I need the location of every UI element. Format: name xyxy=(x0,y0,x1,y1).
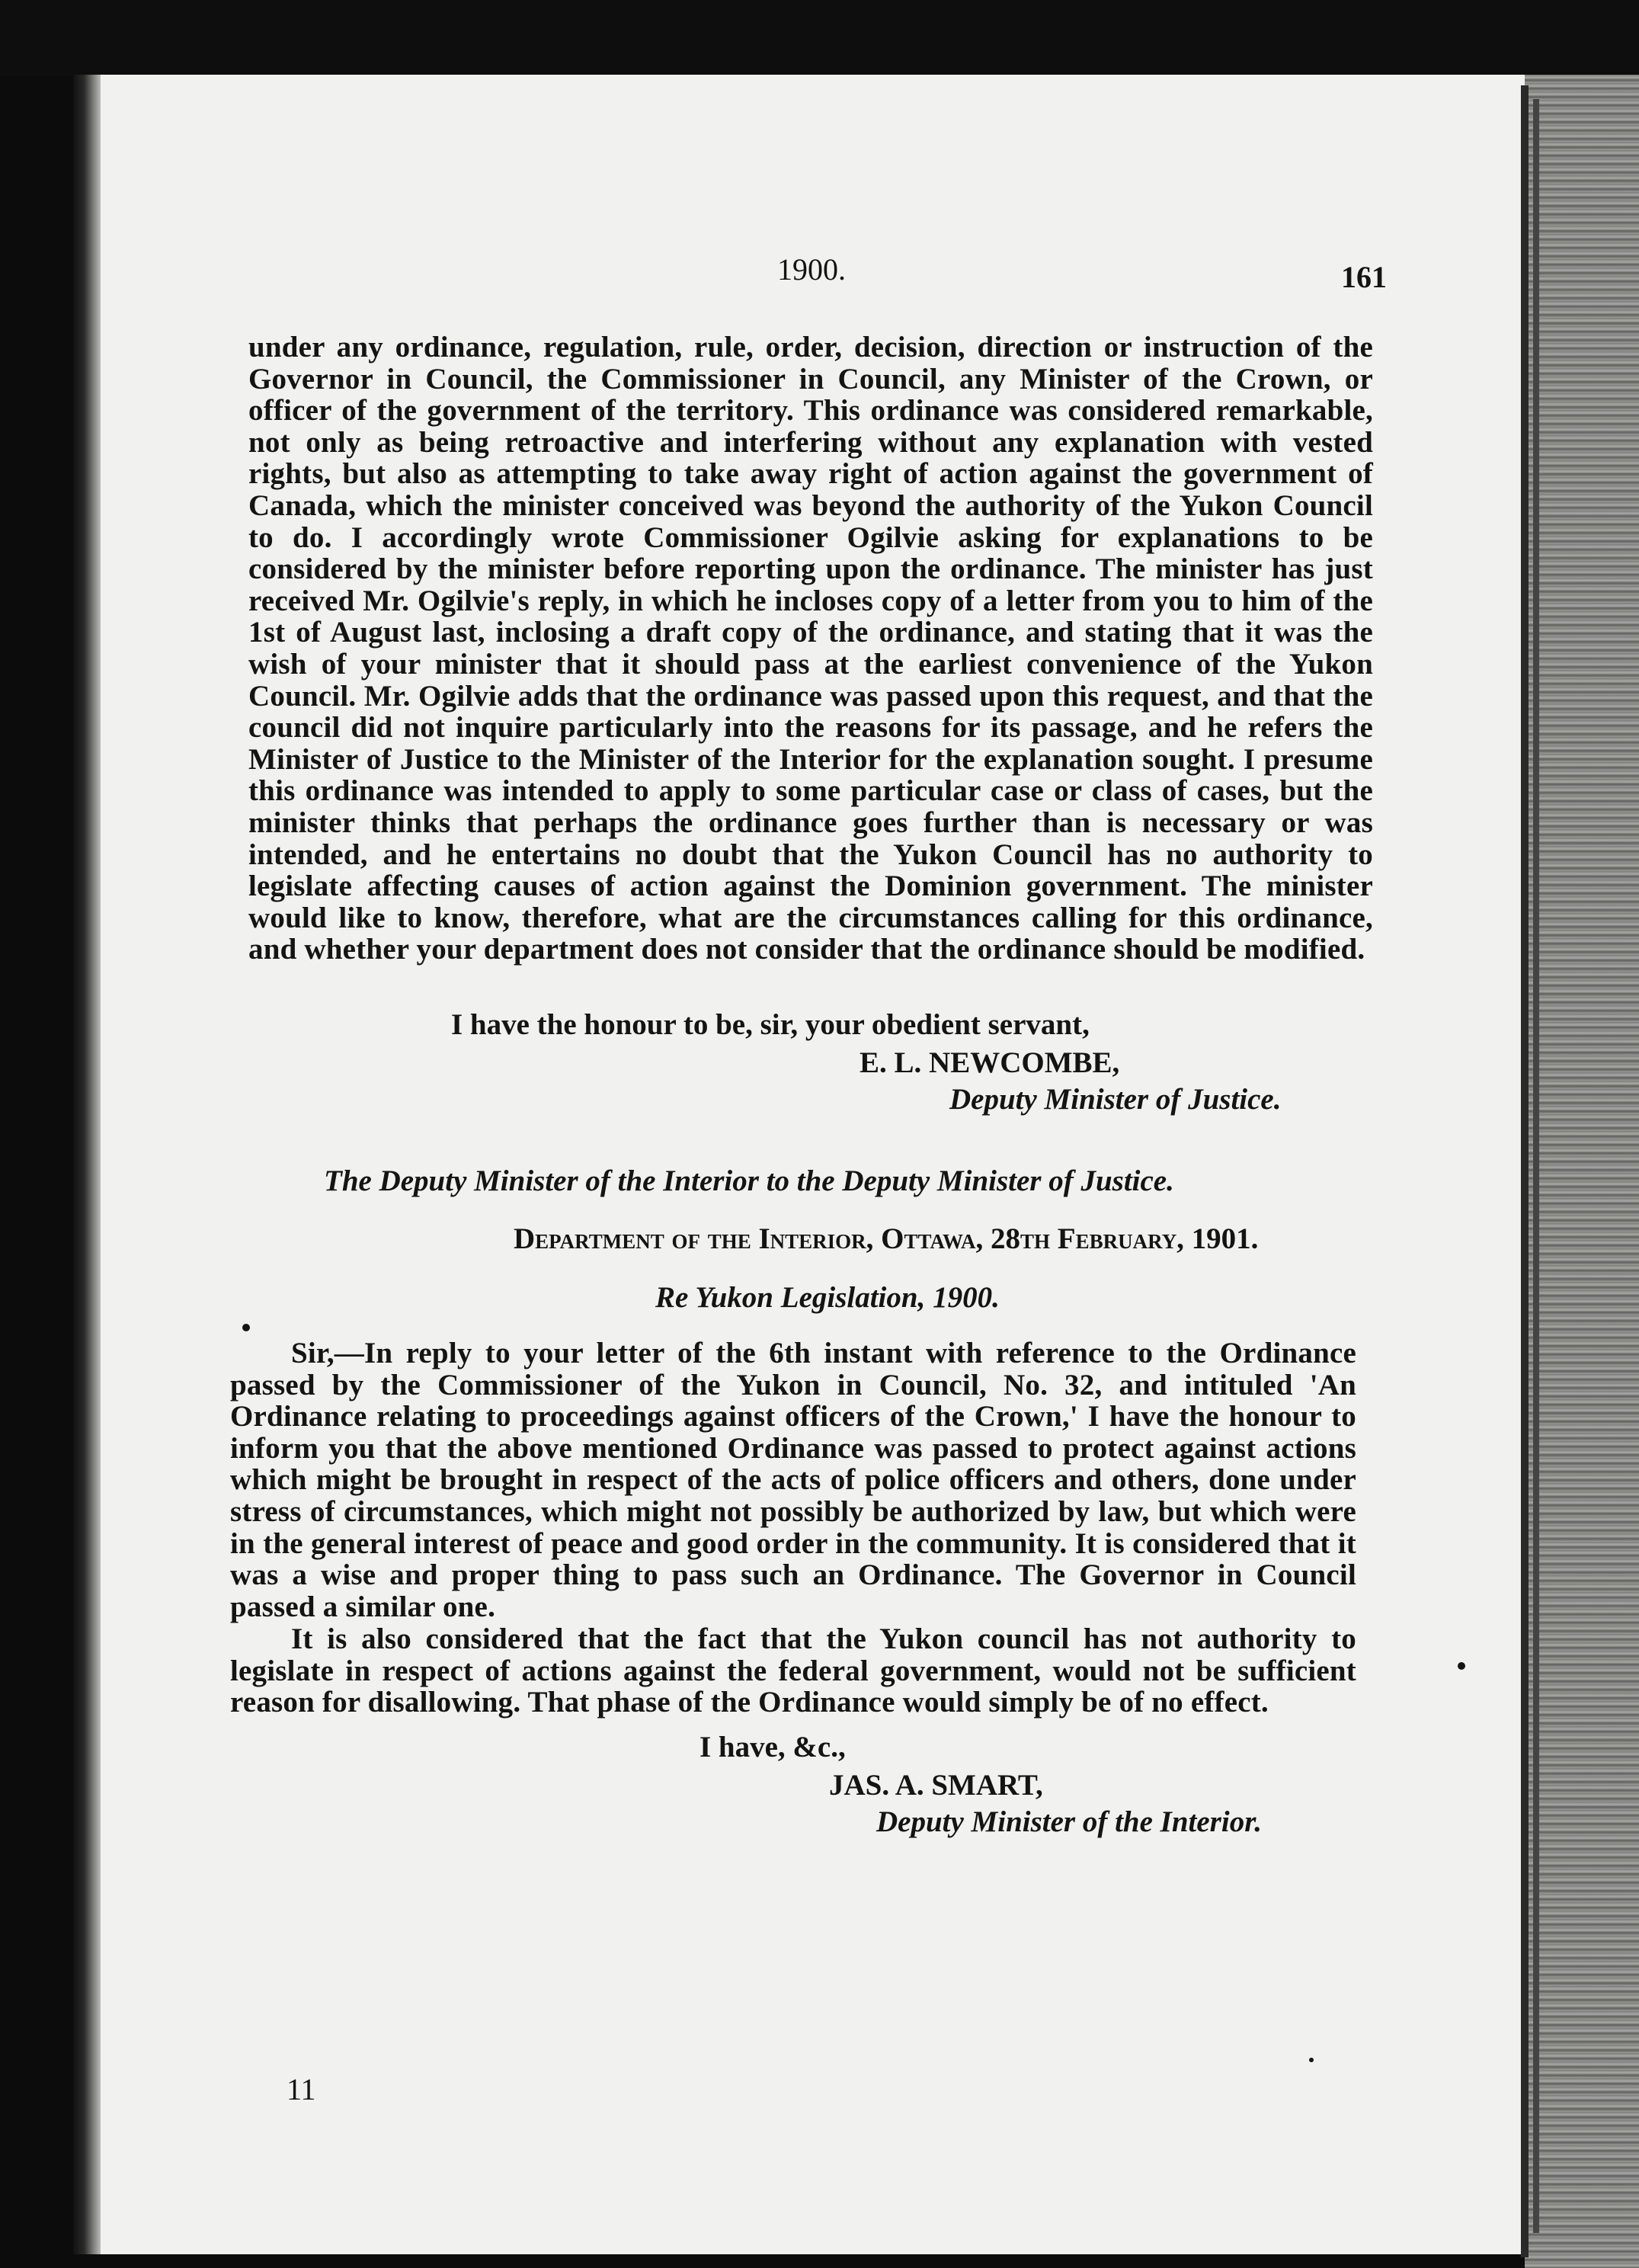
running-header-year: 1900. xyxy=(777,252,846,287)
page-stack-edge xyxy=(1525,75,1639,2268)
letter2-subject: Re Yukon Legislation, 1900. xyxy=(655,1281,1000,1314)
margin-dot xyxy=(242,1324,250,1331)
scan-top-margin xyxy=(0,0,1639,76)
letter1-body: under any ordinance, regulation, rule, order, decision, direction or instruction of the Governor in Council, the Commissioner in Council, any Minister of the Crown, or officer of the government of the territory. This ordinance was considered remarkable, not only as being retroactive and interfering without any explanation with vested rights, but also as attempting to take away right of action against the government of Canada, which the minister conceived was beyond the authority of the Yukon Council to do. I accordingly wrote Commissioner Ogilvie asking for explanations to be considered by the minister before reporting upon the ordinance. The minister has just received Mr. Ogilvie's reply, in which he incloses copy of a letter from you to him of the 1st of August last, inclosing a draft copy of the ordinance, and stating that it was the wish of your minister that it should pass at the earliest convenience of the Yukon Council. Mr. Ogilvie adds that the ordinance was passed upon this request, and that the council did not inquire particularly into the reasons for its passage, and he refers the Minister of Justice to the Minister of the Interior for the explanation sought. I presume this ordinance was intended to apply to some particular case or class of cases, but the minister thinks that perhaps the ordinance goes further than is necessary or was intended, and he entertains no doubt that the Yukon Council has no authority to legislate affecting causes of action against the Dominion government. The minister would like to know, therefore, what are the circumstances calling for this ordinance, and whether your department does not consider that the ordinance should be modified. xyxy=(248,331,1373,966)
letter2-signature-name: JAS. A. SMART, xyxy=(829,1769,1043,1802)
page-edge-inner-line xyxy=(1533,99,1539,2233)
letter1-closing: I have the honour to be, sir, your obedient servant, xyxy=(451,1008,1090,1041)
letter2-dateline: Department of the Interior, Ottawa, 28th February, 1901. xyxy=(514,1222,1259,1255)
letter2-signature-title: Deputy Minister of the Interior. xyxy=(876,1805,1262,1838)
margin-dot xyxy=(1309,2058,1314,2062)
page-number: 161 xyxy=(1341,260,1387,294)
letter1-signature-name: E. L. NEWCOMBE, xyxy=(860,1046,1120,1079)
margin-dot xyxy=(1458,1662,1465,1670)
page-binding-shadow xyxy=(73,75,101,2254)
signature-mark: 11 xyxy=(287,2072,316,2106)
letter2-paragraph-2: It is also considered that the fact that the Yukon council has not authority to legislate in respect of actions against the federal government, would not be sufficient reason for disallowing. That phase of the Ordinance would simply be of no effect. xyxy=(230,1623,1356,1719)
letter1-signature-title: Deputy Minister of Justice. xyxy=(949,1083,1282,1116)
letter2-paragraph-1: Sir,—In reply to your letter of the 6th instant with reference to the Ordinance passed by the Commissioner of the Yukon in Council, No. 32, and intituled 'An Ordinance relating to proceedings against officers of the Crown,' I have the honour to inform you that the above mentioned Ordinance was passed to protect against actions which might be brought in respect of the acts of police officers and others, done under stress of circumstances, which might not possibly be authorized by law, but which were in the general interest of peace and good order in the community. It is considered that it was a wise and proper thing to pass such an Ordinance. The Governor in Council passed a similar one. xyxy=(230,1337,1356,1623)
letter2-heading: The Deputy Minister of the Interior to the Deputy Minister of Justice. xyxy=(324,1164,1174,1197)
page-edge-line xyxy=(1521,85,1529,2257)
letter2-closing: I have, &c., xyxy=(699,1731,846,1763)
